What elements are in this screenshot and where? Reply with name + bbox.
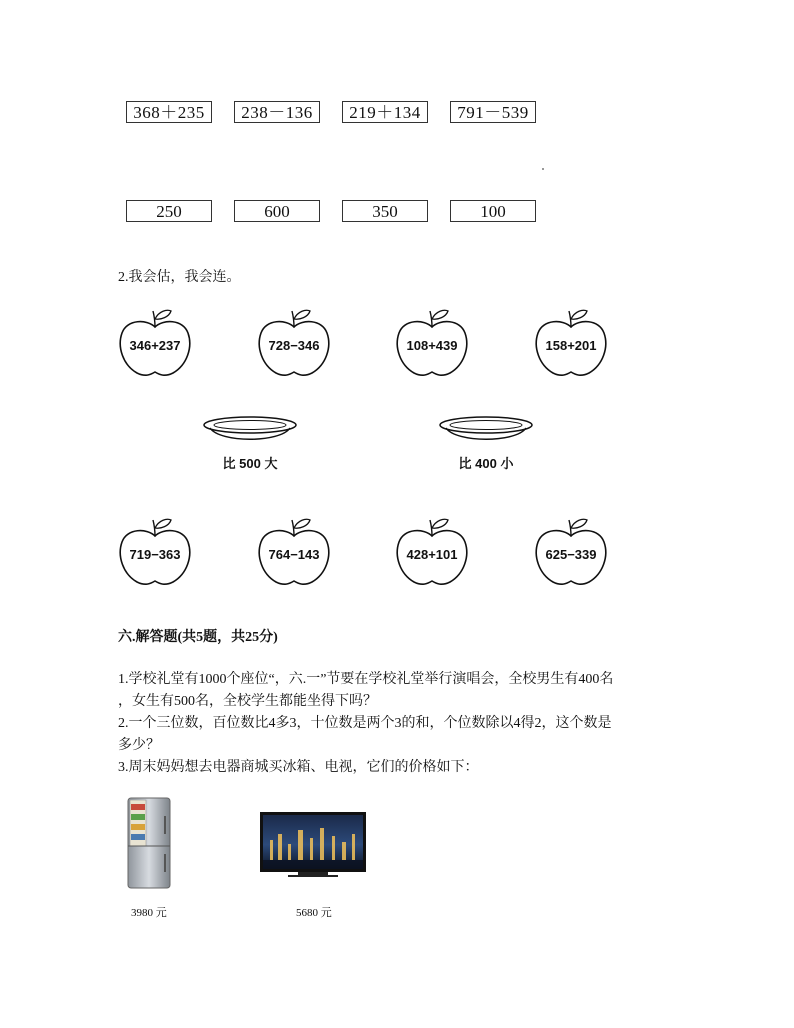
question-1-line-2: ，女生有500名，全校学生都能坐得下吗？: [118, 694, 377, 709]
number-box-1: 250: [126, 200, 212, 222]
plate-icon-right[interactable]: [438, 415, 534, 447]
apple-top-3[interactable]: [394, 305, 470, 377]
apple-bottom-4[interactable]: [533, 514, 609, 586]
apple-label: 719−363: [129, 547, 181, 562]
expression-box-3: 219＋134: [342, 101, 428, 123]
plate-label-right: 比 400 小: [458, 456, 514, 471]
apple-label: 346+237: [129, 338, 181, 353]
expression-box-1: 368＋235: [126, 101, 212, 123]
apple-label: 764−143: [268, 547, 320, 562]
apple-top-4[interactable]: [533, 305, 609, 377]
apple-label: 625−339: [545, 547, 597, 562]
apple-bottom-2[interactable]: [256, 514, 332, 586]
expression-box-4: 791－539: [450, 101, 536, 123]
plate-icon-left[interactable]: [202, 415, 298, 447]
expression-box-2: 238－136: [234, 101, 320, 123]
section-title: 六.解答题(共5题，共25分): [118, 630, 278, 645]
apple-label: 158+201: [545, 338, 597, 353]
estimate-heading: 2.我会估，我会连。: [118, 270, 241, 285]
question-3-line-1: 3.周末妈妈想去电器商城买冰箱、电视，它们的价格如下：: [118, 760, 479, 775]
number-box-3: 350: [342, 200, 428, 222]
question-1-line-1: 1.学校礼堂有1000个座位“，六.一”节要在学校礼堂举行演唱会，全校男生有400名: [118, 672, 614, 687]
apple-label: 428+101: [406, 547, 458, 562]
television-image: [258, 810, 368, 882]
number-box-4: 100: [450, 200, 536, 222]
tv-price: 5680 元: [296, 907, 332, 919]
apple-bottom-1[interactable]: [117, 514, 193, 586]
dot-mark: [542, 168, 544, 170]
apple-label: 728−346: [268, 338, 320, 353]
apple-bottom-3[interactable]: [394, 514, 470, 586]
apple-top-1[interactable]: [117, 305, 193, 377]
apple-top-2[interactable]: [256, 305, 332, 377]
refrigerator-image: [124, 796, 174, 892]
number-box-2: 600: [234, 200, 320, 222]
plate-label-left: 比 500 大: [222, 456, 278, 471]
question-2-line-1: 2.一个三位数，百位数比4多3，十位数是两个3的和，个位数除以4得2，这个数是: [118, 716, 612, 731]
question-2-line-2: 多少？: [118, 738, 160, 753]
fridge-price: 3980 元: [131, 907, 167, 919]
apple-label: 108+439: [406, 338, 458, 353]
